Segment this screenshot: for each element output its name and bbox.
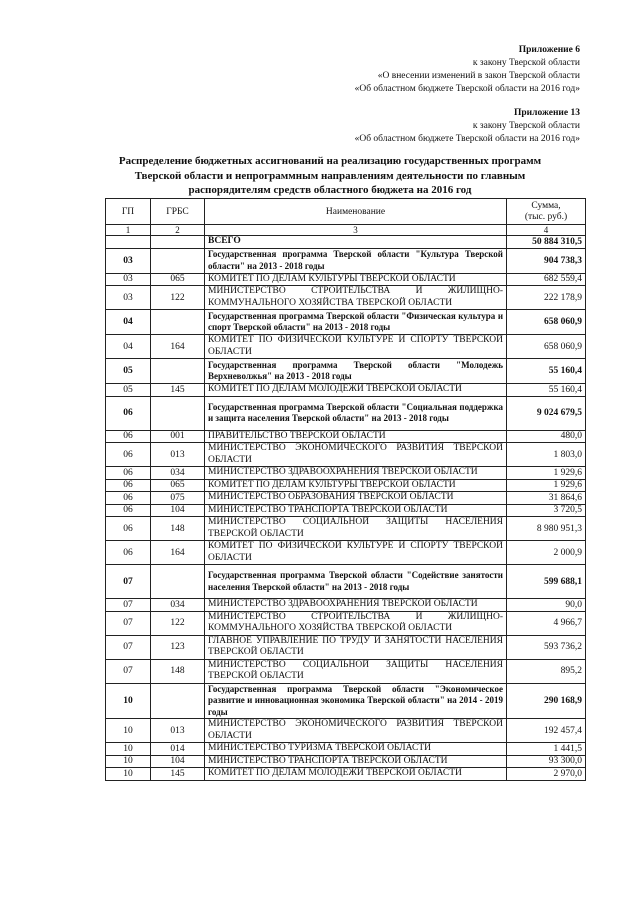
table-row <box>106 310 586 335</box>
cell-gp: 10 <box>106 755 151 768</box>
cell-sum: 1 929,6 <box>507 479 586 492</box>
cell-sum: 904 738,3 <box>507 248 586 273</box>
cell-name: МИНИСТЕРСТВО ОБРАЗОВАНИЯ ТВЕРСКОЙ ОБЛАСТИ <box>205 492 507 505</box>
cell-name: ГЛАВНОЕ УПРАВЛЕНИЕ ПО ТРУДУ И ЗАНЯТОСТИ НАСЕЛЕНИЯ ТВЕРСКОЙ ОБЛАСТИ <box>205 635 507 659</box>
cell-sum: 658 060,9 <box>507 335 586 359</box>
cell-sum: 55 160,4 <box>507 359 586 384</box>
cell-gp: 03 <box>106 248 151 273</box>
cell-grbs: 065 <box>151 479 205 492</box>
cell-name: ВСЕГО <box>205 236 507 249</box>
cell-gp: 06 <box>106 479 151 492</box>
appendix-13-line: к закону Тверской области <box>472 121 580 131</box>
cell-grbs <box>151 310 205 335</box>
table-row <box>106 755 586 768</box>
table-row <box>106 504 586 517</box>
appendix-13-block <box>355 107 580 146</box>
cell-name: Государственная программа Тверской области "Культура Тверской области" на 2013 - 2018 годы <box>205 248 507 273</box>
cell-grbs: 145 <box>151 384 205 397</box>
table-row <box>106 384 586 397</box>
table-row <box>106 286 586 310</box>
table-row <box>106 467 586 480</box>
colnum-name: 3 <box>205 225 507 236</box>
cell-grbs: 104 <box>151 504 205 517</box>
cell-sum: 31 864,6 <box>507 492 586 505</box>
cell-name: Государственная программа Тверской области "Социальная поддержка и защита населения Тверской области" на 2013 - 2018 годы <box>205 396 507 430</box>
cell-gp: 06 <box>106 541 151 565</box>
cell-grbs <box>151 396 205 430</box>
cell-sum: 90,0 <box>507 599 586 612</box>
cell-grbs <box>151 248 205 273</box>
cell-gp: 03 <box>106 273 151 286</box>
cell-grbs: 145 <box>151 768 205 781</box>
cell-name: КОМИТЕТ ПО ДЕЛАМ КУЛЬТУРЫ ТВЕРСКОЙ ОБЛАСТИ <box>205 273 507 286</box>
cell-grbs: 013 <box>151 719 205 743</box>
cell-gp: 06 <box>106 467 151 480</box>
cell-gp: 06 <box>106 504 151 517</box>
table-row <box>106 611 586 635</box>
table-row <box>106 517 586 541</box>
appendix-6-heading: Приложение 6 <box>518 45 580 55</box>
cell-gp: 07 <box>106 635 151 659</box>
cell-grbs: 148 <box>151 659 205 683</box>
cell-name: КОМИТЕТ ПО ДЕЛАМ МОЛОДЕЖИ ТВЕРСКОЙ ОБЛАСТИ <box>205 384 507 397</box>
table-row <box>106 565 586 599</box>
appendix-6-line: «О внесении изменений в закон Тверской области <box>377 71 580 81</box>
cell-sum: 599 688,1 <box>507 565 586 599</box>
cell-gp: 04 <box>106 310 151 335</box>
table-row <box>106 359 586 384</box>
table-row <box>106 635 586 659</box>
cell-grbs <box>151 565 205 599</box>
cell-gp: 06 <box>106 396 151 430</box>
table-row <box>106 273 586 286</box>
cell-sum: 682 559,4 <box>507 273 586 286</box>
cell-name: МИНИСТЕРСТВО ТУРИЗМА ТВЕРСКОЙ ОБЛАСТИ <box>205 743 507 756</box>
table-row <box>106 396 586 430</box>
cell-grbs: 014 <box>151 743 205 756</box>
cell-gp: 06 <box>106 492 151 505</box>
cell-sum: 3 720,5 <box>507 504 586 517</box>
colnum-gp: 1 <box>106 225 151 236</box>
cell-gp: 10 <box>106 719 151 743</box>
cell-name: КОМИТЕТ ПО ДЕЛАМ МОЛОДЕЖИ ТВЕРСКОЙ ОБЛАСТИ <box>205 768 507 781</box>
cell-sum: 93 300,0 <box>507 755 586 768</box>
table-row <box>106 479 586 492</box>
cell-grbs: 122 <box>151 611 205 635</box>
cell-gp: 07 <box>106 565 151 599</box>
cell-grbs: 075 <box>151 492 205 505</box>
cell-name: ПРАВИТЕЛЬСТВО ТВЕРСКОЙ ОБЛАСТИ <box>205 430 507 443</box>
cell-gp: 07 <box>106 611 151 635</box>
appendix-6-block <box>355 44 580 96</box>
header-gp: ГП <box>106 199 151 225</box>
cell-sum: 222 178,9 <box>507 286 586 310</box>
cell-grbs <box>151 236 205 249</box>
cell-name: МИНИСТЕРСТВО СОЦИАЛЬНОЙ ЗАЩИТЫ НАСЕЛЕНИЯ ТВЕРСКОЙ ОБЛАСТИ <box>205 659 507 683</box>
header-sum: Сумма, (тыс. руб.) <box>507 199 586 225</box>
cell-name: КОМИТЕТ ПО ДЕЛАМ КУЛЬТУРЫ ТВЕРСКОЙ ОБЛАСТИ <box>205 479 507 492</box>
cell-sum: 658 060,9 <box>507 310 586 335</box>
cell-name: МИНИСТЕРСТВО СТРОИТЕЛЬСТВА И ЖИЛИЩНО-КОММУНАЛЬНОГО ХОЗЯЙСТВА ТВЕРСКОЙ ОБЛАСТИ <box>205 286 507 310</box>
cell-grbs <box>151 359 205 384</box>
cell-gp: 06 <box>106 443 151 467</box>
cell-grbs: 001 <box>151 430 205 443</box>
appendix-13-line: «Об областном бюджете Тверской области на 2016 год» <box>354 134 580 144</box>
table-row <box>106 236 586 249</box>
cell-sum: 1 929,6 <box>507 467 586 480</box>
cell-sum: 480,0 <box>507 430 586 443</box>
cell-sum: 9 024 679,5 <box>507 396 586 430</box>
table-body <box>106 236 586 781</box>
cell-sum: 2 970,0 <box>507 768 586 781</box>
cell-name: МИНИСТЕРСТВО СТРОИТЕЛЬСТВА И ЖИЛИЩНО-КОММУНАЛЬНОГО ХОЗЯЙСТВА ТВЕРСКОЙ ОБЛАСТИ <box>205 611 507 635</box>
cell-name: Государственная программа Тверской области "Физическая культура и спорт Тверской области" на 2013 - 2018 годы <box>205 310 507 335</box>
cell-name: Государственная программа Тверской области "Содействие занятости населения Тверской области" на 2013 - 2018 годы <box>205 565 507 599</box>
table-row <box>106 683 586 719</box>
cell-name: Государственная программа Тверской области "Молодежь Верхневолжья" на 2013 - 2018 годы <box>205 359 507 384</box>
cell-grbs: 164 <box>151 335 205 359</box>
cell-gp: 05 <box>106 384 151 397</box>
cell-grbs: 104 <box>151 755 205 768</box>
cell-name: МИНИСТЕРСТВО СОЦИАЛЬНОЙ ЗАЩИТЫ НАСЕЛЕНИЯ ТВЕРСКОЙ ОБЛАСТИ <box>205 517 507 541</box>
cell-grbs: 122 <box>151 286 205 310</box>
cell-sum: 55 160,4 <box>507 384 586 397</box>
cell-gp: 10 <box>106 768 151 781</box>
cell-gp: 10 <box>106 743 151 756</box>
cell-grbs: 013 <box>151 443 205 467</box>
cell-name: МИНИСТЕРСТВО ЭКОНОМИЧЕСКОГО РАЗВИТИЯ ТВЕРСКОЙ ОБЛАСТИ <box>205 443 507 467</box>
cell-name: МИНИСТЕРСТВО ТРАНСПОРТА ТВЕРСКОЙ ОБЛАСТИ <box>205 504 507 517</box>
cell-gp: 07 <box>106 659 151 683</box>
table-row <box>106 443 586 467</box>
cell-name: КОМИТЕТ ПО ФИЗИЧЕСКОЙ КУЛЬТУРЕ И СПОРТУ ТВЕРСКОЙ ОБЛАСТИ <box>205 541 507 565</box>
appendix-6-line: «Об областном бюджете Тверской области на 2016 год» <box>354 84 580 94</box>
table-row <box>106 335 586 359</box>
cell-gp <box>106 236 151 249</box>
table-row <box>106 768 586 781</box>
cell-gp: 10 <box>106 683 151 719</box>
table-row <box>106 248 586 273</box>
cell-sum: 8 980 951,3 <box>507 517 586 541</box>
cell-gp: 06 <box>106 430 151 443</box>
cell-grbs: 148 <box>151 517 205 541</box>
cell-grbs: 034 <box>151 599 205 612</box>
cell-name: МИНИСТЕРСТВО ЗДРАВООХРАНЕНИЯ ТВЕРСКОЙ ОБЛАСТИ <box>205 467 507 480</box>
colnum-sum: 4 <box>507 225 586 236</box>
cell-sum: 895,2 <box>507 659 586 683</box>
table-row <box>106 743 586 756</box>
cell-name: МИНИСТЕРСТВО ЗДРАВООХРАНЕНИЯ ТВЕРСКОЙ ОБЛАСТИ <box>205 599 507 612</box>
cell-sum: 192 457,4 <box>507 719 586 743</box>
cell-sum: 1 441,5 <box>507 743 586 756</box>
cell-name: КОМИТЕТ ПО ФИЗИЧЕСКОЙ КУЛЬТУРЕ И СПОРТУ ТВЕРСКОЙ ОБЛАСТИ <box>205 335 507 359</box>
header-name: Наименование <box>205 199 507 225</box>
header-grbs: ГРБС <box>151 199 205 225</box>
cell-grbs: 065 <box>151 273 205 286</box>
cell-grbs: 123 <box>151 635 205 659</box>
cell-sum: 290 168,9 <box>507 683 586 719</box>
appendix-13-heading: Приложение 13 <box>513 108 580 118</box>
cell-sum: 2 000,9 <box>507 541 586 565</box>
cell-grbs: 164 <box>151 541 205 565</box>
table-row <box>106 492 586 505</box>
cell-gp: 03 <box>106 286 151 310</box>
cell-grbs: 034 <box>151 467 205 480</box>
cell-gp: 06 <box>106 517 151 541</box>
cell-gp: 05 <box>106 359 151 384</box>
cell-name: МИНИСТЕРСТВО ТРАНСПОРТА ТВЕРСКОЙ ОБЛАСТИ <box>205 755 507 768</box>
cell-name: Государственная программа Тверской области "Экономическое развитие и инновационная экономика Тверской области" на 2014 - 2019 годы <box>205 683 507 719</box>
table-row <box>106 430 586 443</box>
table-row <box>106 599 586 612</box>
cell-name: МИНИСТЕРСТВО ЭКОНОМИЧЕСКОГО РАЗВИТИЯ ТВЕРСКОЙ ОБЛАСТИ <box>205 719 507 743</box>
budget-table <box>105 198 586 781</box>
cell-gp: 07 <box>106 599 151 612</box>
cell-sum: 50 884 310,5 <box>507 236 586 249</box>
appendix-6-line: к закону Тверской области <box>472 58 580 68</box>
cell-grbs <box>151 683 205 719</box>
cell-gp: 04 <box>106 335 151 359</box>
cell-sum: 1 803,0 <box>507 443 586 467</box>
table-row <box>106 541 586 565</box>
document-title: Распределение бюджетных ассигнований на реализацию государственных программ Тверской области и непрограммным направлениям деятельности по главным распорядителям средств областного бюджета на 2016 год <box>118 155 542 196</box>
table-row <box>106 659 586 683</box>
cell-sum: 593 736,2 <box>507 635 586 659</box>
cell-sum: 4 966,7 <box>507 611 586 635</box>
colnum-grbs: 2 <box>151 225 205 236</box>
table-row <box>106 719 586 743</box>
